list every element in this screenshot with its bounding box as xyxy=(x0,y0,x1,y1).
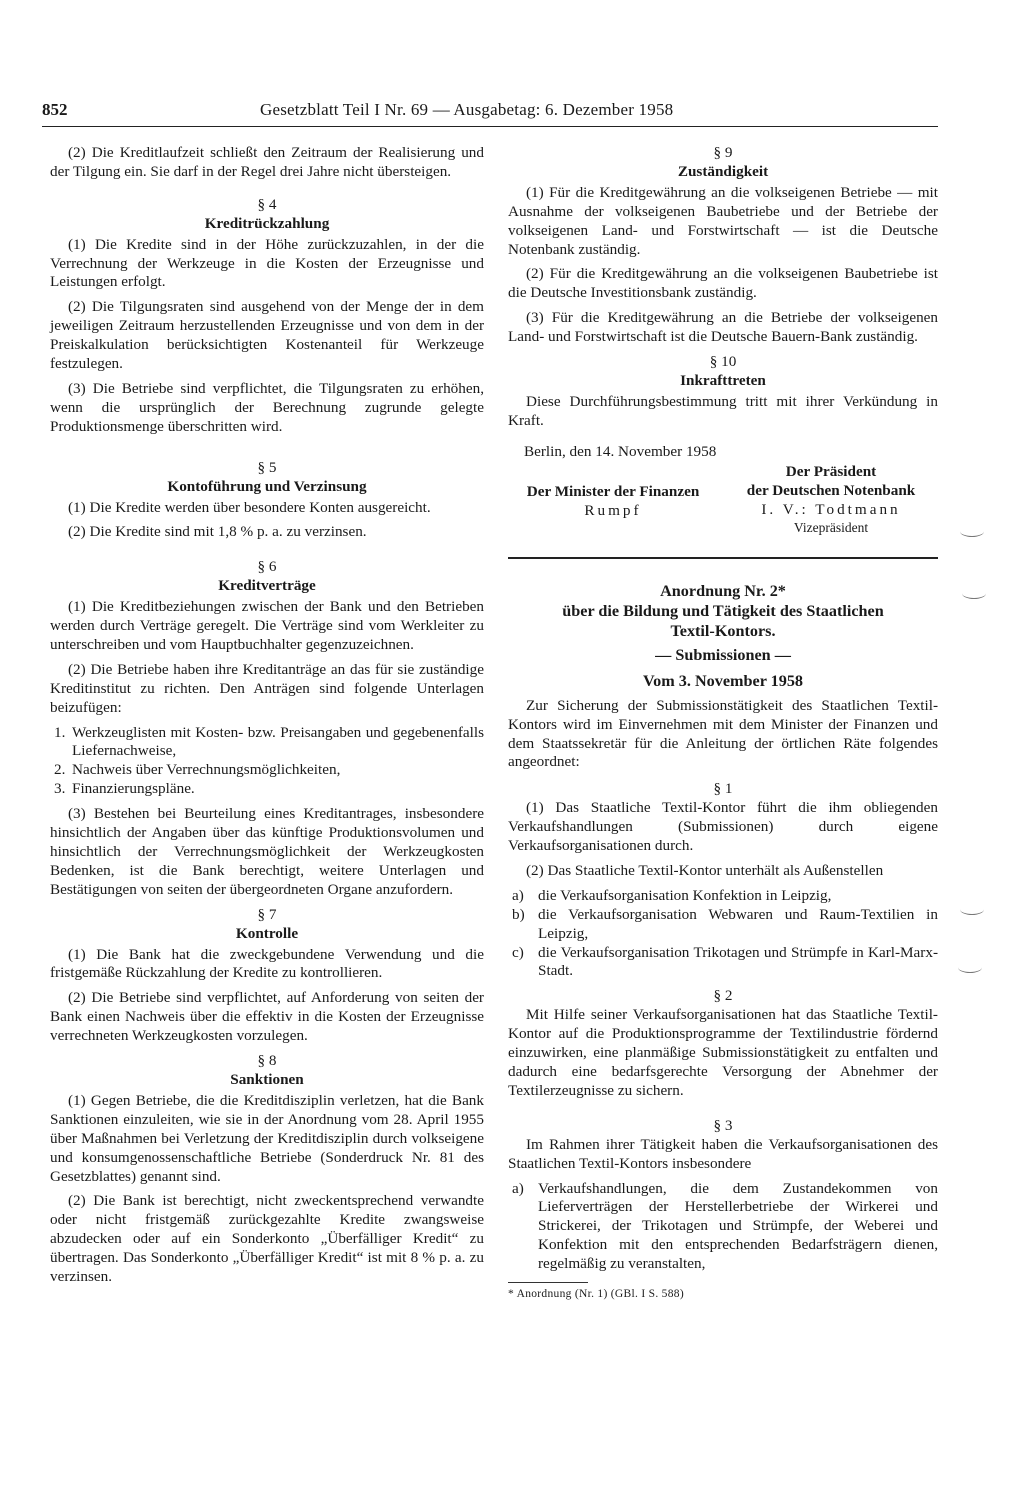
ordinance-subtitle: — Submissionen — xyxy=(655,645,791,664)
section-number: § 9 xyxy=(713,144,733,161)
paragraph: (1) Gegen Betriebe, die die Kreditdisziplin verletzen, hat die Bank Sanktionen einzuleiten, wie sie in der Anordnung vom 28. April 1955 über Maßnahmen bei Verletzung der Kreditdisziplin durch volkseigene und konsumgenossenschaftliche Betriebe (Sonderdruck Nr. 81 des Gesetzblattes) genannt sind. xyxy=(50,1091,484,1185)
lettered-list xyxy=(508,1180,938,1275)
list-item: 1. Werkzeuglisten mit Kosten- bzw. Preisangaben und gegebenenfalls Liefernachweise, xyxy=(54,723,484,760)
section-number: § 8 xyxy=(257,1052,277,1070)
paragraph: (2) Die Tilgungsraten sind ausgehend von der Menge der in dem jeweiligen Zeitraum herzustellenden Erzeugnisse und von dem in der Preiskalkulation berücksichtigten Kostenanteil für Werkzeuge festzulegen. xyxy=(50,298,484,373)
signatory-title: Der Präsident xyxy=(785,462,877,480)
list-item: b) die Verkaufsorganisation Webwaren und Raum-Textilien in Leipzig, xyxy=(512,905,938,942)
paragraph: (1) Die Bank hat die zweckgebundene Verwendung und die fristgemäße Rückzahlung der Kredite zu kontrollieren. xyxy=(50,945,484,982)
running-title: Gesetzblatt Teil I Nr. 69 — Ausgabetag: 6. Dezember 1958 xyxy=(260,100,674,119)
section-number: § 4 xyxy=(257,195,277,213)
lettered-list xyxy=(508,887,938,982)
margin-mark xyxy=(962,588,986,599)
paragraph: (3) Für die Kreditgewährung an die Betriebe der volkseigenen Land- und Forstwirtschaft ist die Deutsche Bauern-Bank zuständig. xyxy=(508,309,938,346)
section-title: Inkrafttreten xyxy=(680,371,766,389)
paragraph: Zur Sicherung der Submissionstätigkeit des Staatlichen Textil-Kontors wird im Einvernehmen mit dem Minister der Finanzen und dem Staatssekretär für die Anleitung der örtlichen Räte folgendes angeordnet: xyxy=(508,696,938,771)
signature-date: Berlin, den 14. November 1958 xyxy=(524,442,717,460)
signatory-title: der Deutschen Notenbank xyxy=(746,481,916,499)
signatory-role: Vizepräsident xyxy=(793,520,869,536)
section-title: Kontrolle xyxy=(235,924,299,942)
section-number: § 1 xyxy=(713,780,733,798)
section-title: Zuständigkeit xyxy=(677,162,769,180)
paragraph: (2) Die Betriebe sind verpflichtet, auf Anforderung von seiten der Bank einen Nachweis über die effektiv in die Kosten der Erzeugnisse verrechneten Werkzeugkosten vorzulegen. xyxy=(50,989,484,1045)
page-header xyxy=(42,100,938,127)
paragraph: (2) Das Staatliche Textil-Kontor unterhält als Außenstellen xyxy=(526,861,884,879)
paragraph: (2) Die Kredite sind mit 1,8 % p. a. zu verzinsen. xyxy=(68,523,367,541)
signatory-name: I. V.: Todtmann xyxy=(761,500,901,518)
paragraph: (1) Die Kredite sind in der Höhe zurückzuzahlen, in der die Verrechnung der Werkzeuge in die Kosten der Erzeugnisse und Leistungen erfolgt. xyxy=(50,235,484,291)
ordinance-title: über die Bildung und Tätigkeit des Staatlichen xyxy=(562,601,884,620)
signatory-name: Rumpf xyxy=(584,501,642,519)
section-number: § 6 xyxy=(257,558,277,576)
list-item: 2. Nachweis über Verrechnungsmöglichkeiten, xyxy=(54,761,341,779)
signatory-title: Der Minister der Finanzen xyxy=(526,482,700,500)
paragraph: Mit Hilfe seiner Verkaufsorganisationen hat das Staatliche Textil-Kontor auf die Produktionsprogramme der Textilindustrie fördernd einzuwirken, eine planmäßige Submissionstätigkeit zu entfalten und dadurch eine bedarfsgerechte Versorgung der Abnehmer der Textilerzeugnisse zu sichern. xyxy=(508,1006,938,1099)
section-title: Sanktionen xyxy=(230,1070,304,1088)
page-number: 852 xyxy=(42,100,68,119)
paragraph: (1) Das Staatliche Textil-Kontor führt die ihm obliegenden Verkaufshandlungen (Submissionen) durch eigene Verkaufsorganisationen durch. xyxy=(508,799,938,855)
section-number: § 2 xyxy=(713,987,733,1005)
paragraph: (2) Für die Kreditgewährung an die volkseigenen Baubetriebe ist die Deutsche Investitionsbank zuständig. xyxy=(508,265,938,302)
margin-mark xyxy=(958,962,982,973)
list-item: a) Verkaufshandlungen, die dem Zustandekommen von Lieferverträgen der Herstellerbetriebe der Wirkerei und Strickerei, der Trikotagen und Strümpfe, der Weberei und Konfektion mit den entsprechenden Bedarfsträgern dienen, regelmäßig zu veranstalten, xyxy=(512,1179,938,1273)
section-title: Kreditrückzahlung xyxy=(204,214,330,232)
paragraph: (1) Für die Kreditgewährung an die volkseigenen Betriebe — mit Ausnahme der volkseigenen Baubetriebe und der Betriebe der volkseigenen Land- und Forstwirtschaft — ist die Deutsche Notenbank zuständig. xyxy=(508,183,938,258)
paragraph: (3) Die Betriebe sind verpflichtet, die Tilgungsraten zu erhöhen, wenn die ursprünglich der Berechnung zugrunde gelegte Produktionsmenge überschritten wird. xyxy=(50,379,484,435)
paragraph: (2) Die Kreditlaufzeit schließt den Zeitraum der Realisierung und der Tilgung ein. Sie darf in der Regel drei Jahre nicht übersteigen. xyxy=(50,144,484,180)
list-item: a) die Verkaufsorganisation Konfektion in Leipzig, xyxy=(512,886,832,904)
ordinance-date: Vom 3. November 1958 xyxy=(642,671,804,690)
paragraph: Diese Durchführungsbestimmung tritt mit ihrer Verkündung in Kraft. xyxy=(508,392,938,429)
paragraph: (2) Die Betriebe haben ihre Kreditanträge an das für sie zuständige Kreditinstitut zu richten. Den Anträgen sind folgende Unterlagen beizufügen: xyxy=(50,660,484,716)
footnote-rule xyxy=(508,1282,588,1283)
numbered-list xyxy=(50,724,484,800)
section-title: Kontoführung und Verzinsung xyxy=(167,477,367,495)
signature-left xyxy=(508,483,718,521)
section-divider xyxy=(508,557,938,559)
paragraph: (2) Die Bank ist berechtigt, nicht zweckentsprechend verwandte oder nicht fristgemäß zurückgezahlte Kredite zwangsweise abzudecken oder auf ein Sonderkonto „Überfälliger Kredit“ zu übertragen. Das Sonderkonto „Überfälliger Kredit“ ist mit 8 % p. a. zu verzinsen. xyxy=(50,1192,484,1286)
list-item: c) die Verkaufsorganisation Trikotagen und Strümpfe in Karl-Marx-Stadt. xyxy=(512,943,938,980)
ordinance-title: Anordnung Nr. 2* xyxy=(660,581,786,600)
signature-block xyxy=(508,443,938,543)
paragraph: (3) Bestehen bei Beurteilung eines Kreditantrages, insbesondere hinsichtlich der Angaben über das künftige Produktionsvolumen und hinsichtlich der Verrechnungsmöglichkeit der Werkzeugkosten Bedenken, ist die Bank berechtigt, weitere Unterlagen und Bestätigungen von seiten der übergeordneten Organe anzufordern. xyxy=(50,805,484,898)
section-number: § 5 xyxy=(257,458,277,476)
footnote: * Anordnung (Nr. 1) (GBl. I S. 588) xyxy=(508,1288,684,1301)
section-number: § 3 xyxy=(713,1116,733,1134)
section-title: Kreditverträge xyxy=(218,577,316,595)
signature-right xyxy=(724,463,938,539)
section-number: § 10 xyxy=(709,353,737,371)
paragraph: (1) Die Kredite werden über besondere Konten ausgereicht. xyxy=(68,498,431,516)
section-number: § 7 xyxy=(257,905,277,923)
left-column xyxy=(50,144,484,1293)
right-column xyxy=(508,144,938,1304)
paragraph: (1) Die Kreditbeziehungen zwischen der Bank und den Betrieben werden durch Verträge geregelt. Die Verträge sind vom Werkleiter zu unterschreiben und vom Hauptbuchhalter gegenzuzeichnen. xyxy=(50,598,484,653)
margin-mark xyxy=(960,526,984,537)
list-item: 3. Finanzierungspläne. xyxy=(54,780,195,798)
ordinance-title: Textil-Kontors. xyxy=(670,621,776,640)
margin-mark xyxy=(960,904,984,915)
paragraph: Im Rahmen ihrer Tätigkeit haben die Verkaufsorganisationen des Staatlichen Textil-Kontors insbesondere xyxy=(508,1135,938,1172)
